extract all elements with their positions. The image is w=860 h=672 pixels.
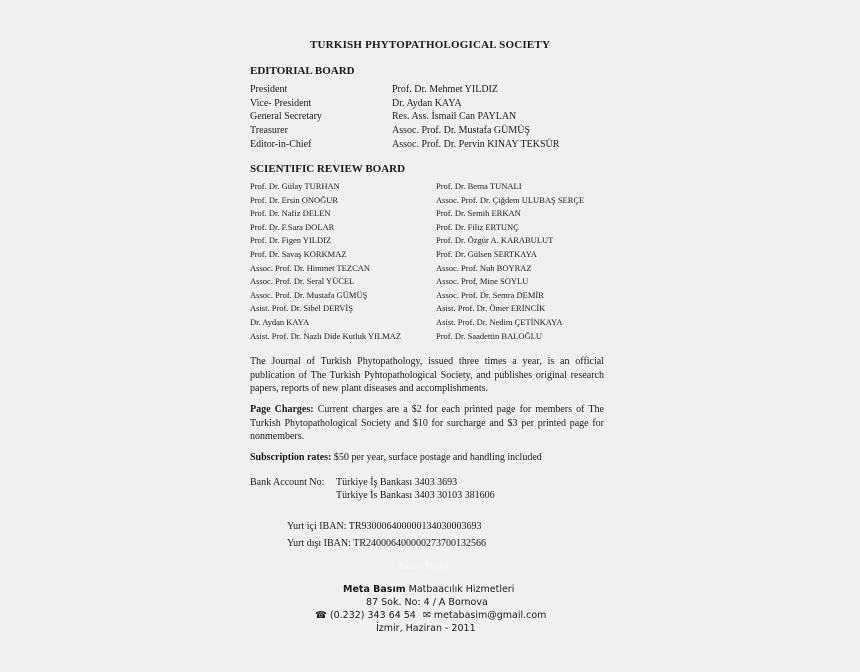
reviewer-left: Prof. Dr. Gülay TURHAN [250,181,340,191]
reviewer-right: Prof. Dr. Berna TUNALI [436,181,522,191]
editorial-role: General Secretary [250,111,322,122]
printer-name-bold: Meta Basım [343,584,406,595]
editorial-name: Assoc. Prof. Dr. Pervin KINAY TEKSÜR [392,139,560,150]
reviewer-right: Assoc. Prof. Dr. Semra DEMİR [436,290,544,300]
printer-city-date: İzmir, Haziran - 2011 [376,623,476,634]
reviewer-right: Asist. Prof. Dr. Nedim ÇETİNKAYA [436,317,563,327]
reviewer-left: Assoc. Prof. Dr. Mustafa GÜMÜŞ [250,290,368,300]
reviewer-left: Dr. Aydan KAYA [250,317,310,327]
reviewer-right: Asist. Prof. Dr. Ömer ERİNCİK [436,303,546,313]
page-charges-text: Current charges are a $2 for each printed page for members of The Turkish Phytopathological Society and $10 for surcharge and $3 per printed page for nonmembers. [250,404,604,443]
reviewer-right: Prof. Dr. Saadettin BALOĞLU [436,331,543,341]
reviewer-left: Assoc. Prof. Dr. Himmet TEZCAN [250,263,371,273]
printer-name [343,584,514,595]
reviewer-right: Prof. Dr. Semih ERKAN [436,208,521,218]
editorial-board-heading: EDITORIAL BOARD [250,65,355,77]
reviewer-left: Prof. Dr. Figen YILDIZ [250,235,332,245]
print-date-faint: Baskı Tarihi [397,562,448,572]
reviewer-left: Assoc. Prof. Dr. Seral YÜCEL [250,276,355,286]
telephone-icon: ☎ [315,610,327,621]
editorial-name: Res. Ass. İsmail Can PAYLAN [392,111,517,122]
subscription-paragraph [250,451,604,465]
page-charges-label: Page Charges: [250,404,314,415]
bank-account-label: Bank Account No: [250,477,325,488]
editorial-role: President [250,84,288,95]
editorial-name: Prof. Dr. Mehmet YILDIZ [392,84,498,95]
reviewer-right: Prof. Dr. Gülsen SERTKAYA [436,249,537,259]
reviewer-right: Prof. Dr. Filiz ERTUNÇ [436,222,519,232]
reviewer-left: Prof. Dr. Ersin ONOĞUR [250,195,339,205]
printer-name-rest: Matbaacılık Hizmetleri [405,584,515,595]
iban-foreign: Yurt dışı IBAN: TR240006400000273700132566 [287,538,486,549]
editorial-name: Assoc. Prof. Dr. Mustafa GÜMÜŞ [392,125,531,136]
printer-email: metabasim@gmail.com [433,610,547,621]
reviewer-right: Prof. Dr. Özgür A. KARABULUT [436,235,554,245]
printer-address: 87 Sok. No: 4 / A Bornova [366,597,488,608]
reviewer-left: Asist. Prof. Dr. Sibel DERVİŞ [250,303,353,313]
editorial-name: Dr. Aydan KAYA [392,98,462,109]
reviewer-right: Assoc. Prof. Mine SOYLU [436,276,529,286]
envelope-icon: ✉ [422,610,431,621]
iban-domestic: Yurt içi IBAN: TR930006400000134030003693 [287,521,482,532]
printer-phone: (0.232) 343 64 54 [329,610,416,621]
printer-contact [315,610,546,621]
bank-account-1: Türkiye İş Bankası 3403 3693 [336,477,458,488]
reviewer-left: Prof. Dr. Nafiz DELEN [250,208,331,218]
bank-account-2: Türkiye İs Bankası 3403 30103 381606 [336,490,495,501]
society-title: TURKISH PHYTOPATHOLOGICAL SOCIETY [310,39,551,51]
reviewer-right: Assoc. Prof. Dr. Çiğdem ULUBAŞ SERÇE [436,195,585,205]
scientific-board-heading: SCIENTIFIC REVIEW BOARD [250,163,406,175]
reviewer-left: Asist. Prof. Dr. Nazlı Dide Kutluk YILMAZ [250,331,402,341]
subscription-text: $50 per year, surface postage and handling included [331,452,542,463]
editorial-role: Treasurer [250,125,288,136]
reviewer-left: Prof. Dr. Savaş KORKMAZ [250,249,347,259]
reviewer-left: Prof. Dr. F.Sara DOLAR [250,222,335,232]
editorial-role: Editor-in-Chief [250,139,312,150]
subscription-label: Subscription rates: [250,452,332,463]
reviewer-right: Assoc. Prof. Nuh BOYRAZ [436,263,532,273]
journal-description: The Journal of Turkish Phytopathology, issued three times a year, is an official publication of The Turkish Pyhtopathological Society, and publishes original research papers, reports of new plant diseases and accomplishments. [250,356,604,395]
page-charges-paragraph [250,403,604,444]
editorial-role: Vice- President [250,98,312,109]
